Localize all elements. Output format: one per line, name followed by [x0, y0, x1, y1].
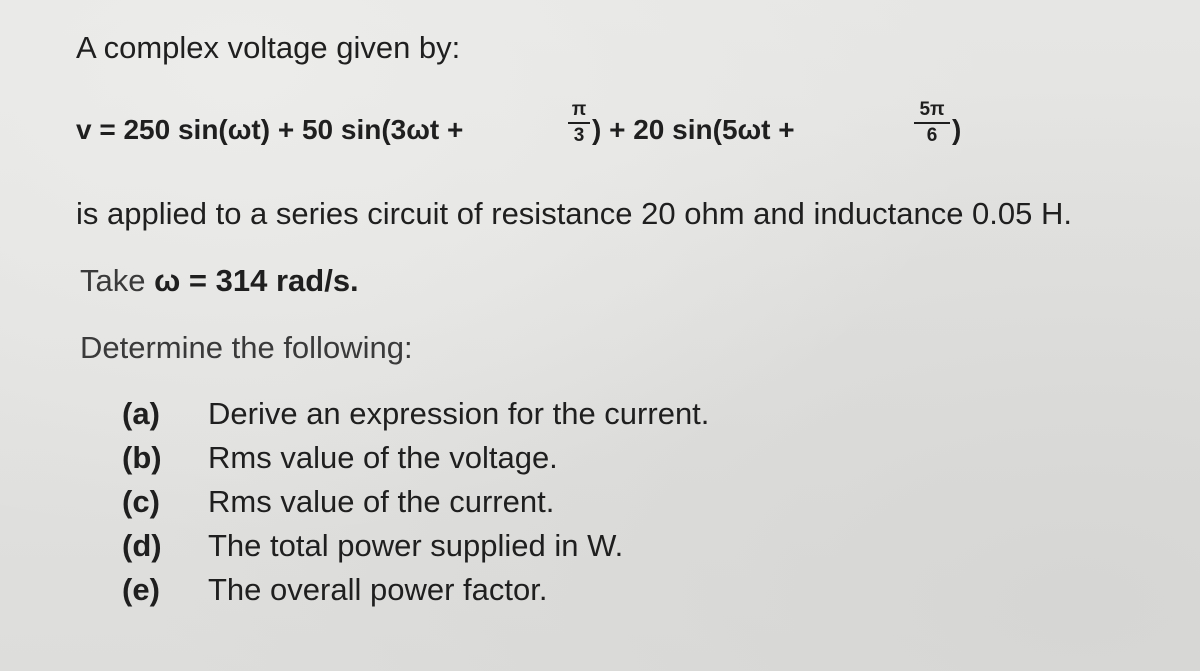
fraction-denominator: 3	[573, 125, 585, 146]
fraction-numerator: 5π	[919, 99, 945, 120]
circuit-description: is applied to a series circuit of resistance 20 ohm and inductance 0.05 H.	[76, 196, 1072, 231]
item-text: The total power supplied in W.	[208, 528, 624, 563]
item-letter: (b)	[122, 440, 162, 475]
omega-prefix: Take	[80, 263, 155, 298]
fraction-denominator: 6	[926, 125, 938, 146]
equation-close-paren: )	[952, 114, 962, 145]
omega-given	[80, 263, 359, 299]
fraction-numerator: π	[571, 99, 587, 120]
determine-heading: Determine the following:	[80, 330, 413, 365]
item-text: Rms value of the voltage.	[208, 440, 558, 475]
fraction-pi-over-3	[568, 100, 590, 146]
fraction-bar	[914, 122, 950, 124]
item-letter: (d)	[122, 528, 162, 563]
fraction-bar	[568, 122, 590, 124]
equation-middle: ) + 20 sin(5ωt +	[592, 114, 795, 145]
item-text: The overall power factor.	[208, 572, 548, 607]
item-text: Derive an expression for the current.	[208, 396, 710, 431]
fraction-5pi-over-6	[914, 100, 950, 146]
item-letter: (c)	[122, 484, 160, 519]
question-title: A complex voltage given by:	[76, 30, 461, 65]
item-text: Rms value of the current.	[208, 484, 555, 519]
omega-value: ω = 314 rad/s.	[154, 263, 359, 298]
item-letter: (e)	[122, 572, 160, 607]
equation-lhs: v = 250 sin(ωt) + 50 sin(3ωt +	[76, 114, 464, 145]
item-letter: (a)	[122, 396, 160, 431]
